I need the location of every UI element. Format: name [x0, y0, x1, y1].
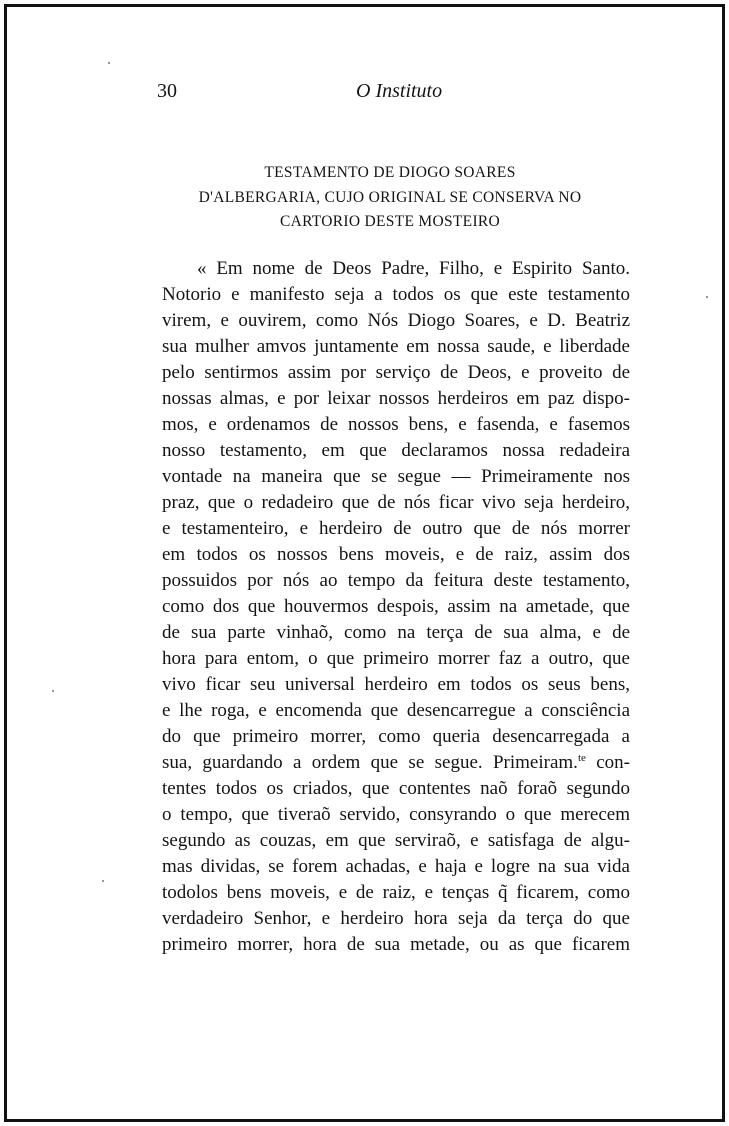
body-line: segundo as couzas, em que serviraõ, e satisfaga de algu-	[162, 830, 630, 851]
body-line: do que primeiro morrer, como queria desencarregada a	[162, 726, 630, 747]
body-line: praz, que o redadeiro que de nós ficar vivo seja herdeiro,	[162, 492, 630, 513]
scan-speck	[108, 62, 110, 64]
scan-speck	[52, 690, 54, 692]
body-line: mas dividas, se forem achadas, e haja e logre na sua vida	[162, 856, 630, 877]
body-line: tentes todos os criados, que contentes naõ foraõ segundo	[162, 778, 630, 799]
body-line: hora para entom, o que primeiro morrer faz a outro, que	[162, 648, 630, 669]
body-line: possuidos por nós ao tempo da feitura deste testamento,	[162, 570, 630, 591]
body-line: como dos que houvermos despois, assim na ametade, que	[162, 596, 630, 617]
body-line: virem, e ouvirem, como Nós Diogo Soares, e D. Beatriz	[162, 310, 630, 331]
body-line-text: sua, guardando a ordem que se segue. Primeiram.	[162, 752, 578, 773]
body-line	[162, 750, 630, 776]
body-line-hyphenated-tail: con-	[585, 752, 631, 773]
running-head: O Instituto	[356, 80, 443, 102]
heading-line-3: CARTORIO DESTE MOSTEIRO	[279, 213, 501, 230]
abbreviation-superscript: te	[577, 752, 586, 764]
body-line: todolos bens moveis, e de raiz, e tenças q̃ ficarem, como	[162, 882, 630, 903]
page-number: 30	[157, 80, 177, 102]
scan-speck	[706, 296, 708, 298]
body-line: verdadeiro Senhor, e herdeiro hora seja da terça do que	[162, 908, 630, 929]
body-line: mos, e ordenamos de nossos bens, e fasenda, e fasemos	[162, 414, 630, 435]
body-line: sua mulher amvos juntamente em nossa saude, e liberdade	[162, 336, 630, 357]
scan-speck	[102, 880, 104, 882]
body-line: pelo sentirmos assim por serviço de Deos, e proveito de	[162, 362, 630, 383]
body-line: de sua parte vinhaõ, como na terça de sua alma, e de	[162, 622, 630, 643]
body-line: primeiro morrer, hora de sua metade, ou as que ficarem	[162, 934, 630, 955]
body-line: em todos os nossos bens moveis, e de raiz, assim dos	[162, 544, 630, 565]
body-line: « Em nome de Deos Padre, Filho, e Espirito Santo.	[197, 258, 630, 279]
body-line: vontade na maneira que se segue — Primeiramente nos	[162, 466, 630, 487]
body-line: o tempo, que tiveraõ servido, consyrando o que merecem	[162, 804, 630, 825]
body-line: nosso testamento, em que declaramos nossa redadeira	[162, 440, 630, 461]
body-line: e lhe roga, e encomenda que desencarregue a consciência	[162, 700, 630, 721]
body-line: nossas almas, e por leixar nossos herdeiros em paz dispo-	[162, 388, 630, 409]
body-line: e testamenteiro, e herdeiro de outro que de nós morrer	[162, 518, 630, 539]
heading-line-2: D'ALBERGARIA, CUJO ORIGINAL SE CONSERVA NO	[198, 189, 582, 206]
body-line: Notorio e manifesto seja a todos os que este testamento	[162, 284, 630, 305]
body-line: vivo ficar seu universal herdeiro em todos os seus bens,	[162, 674, 630, 695]
heading-line-1: TESTAMENTO DE DIOGO SOARES	[264, 164, 516, 181]
